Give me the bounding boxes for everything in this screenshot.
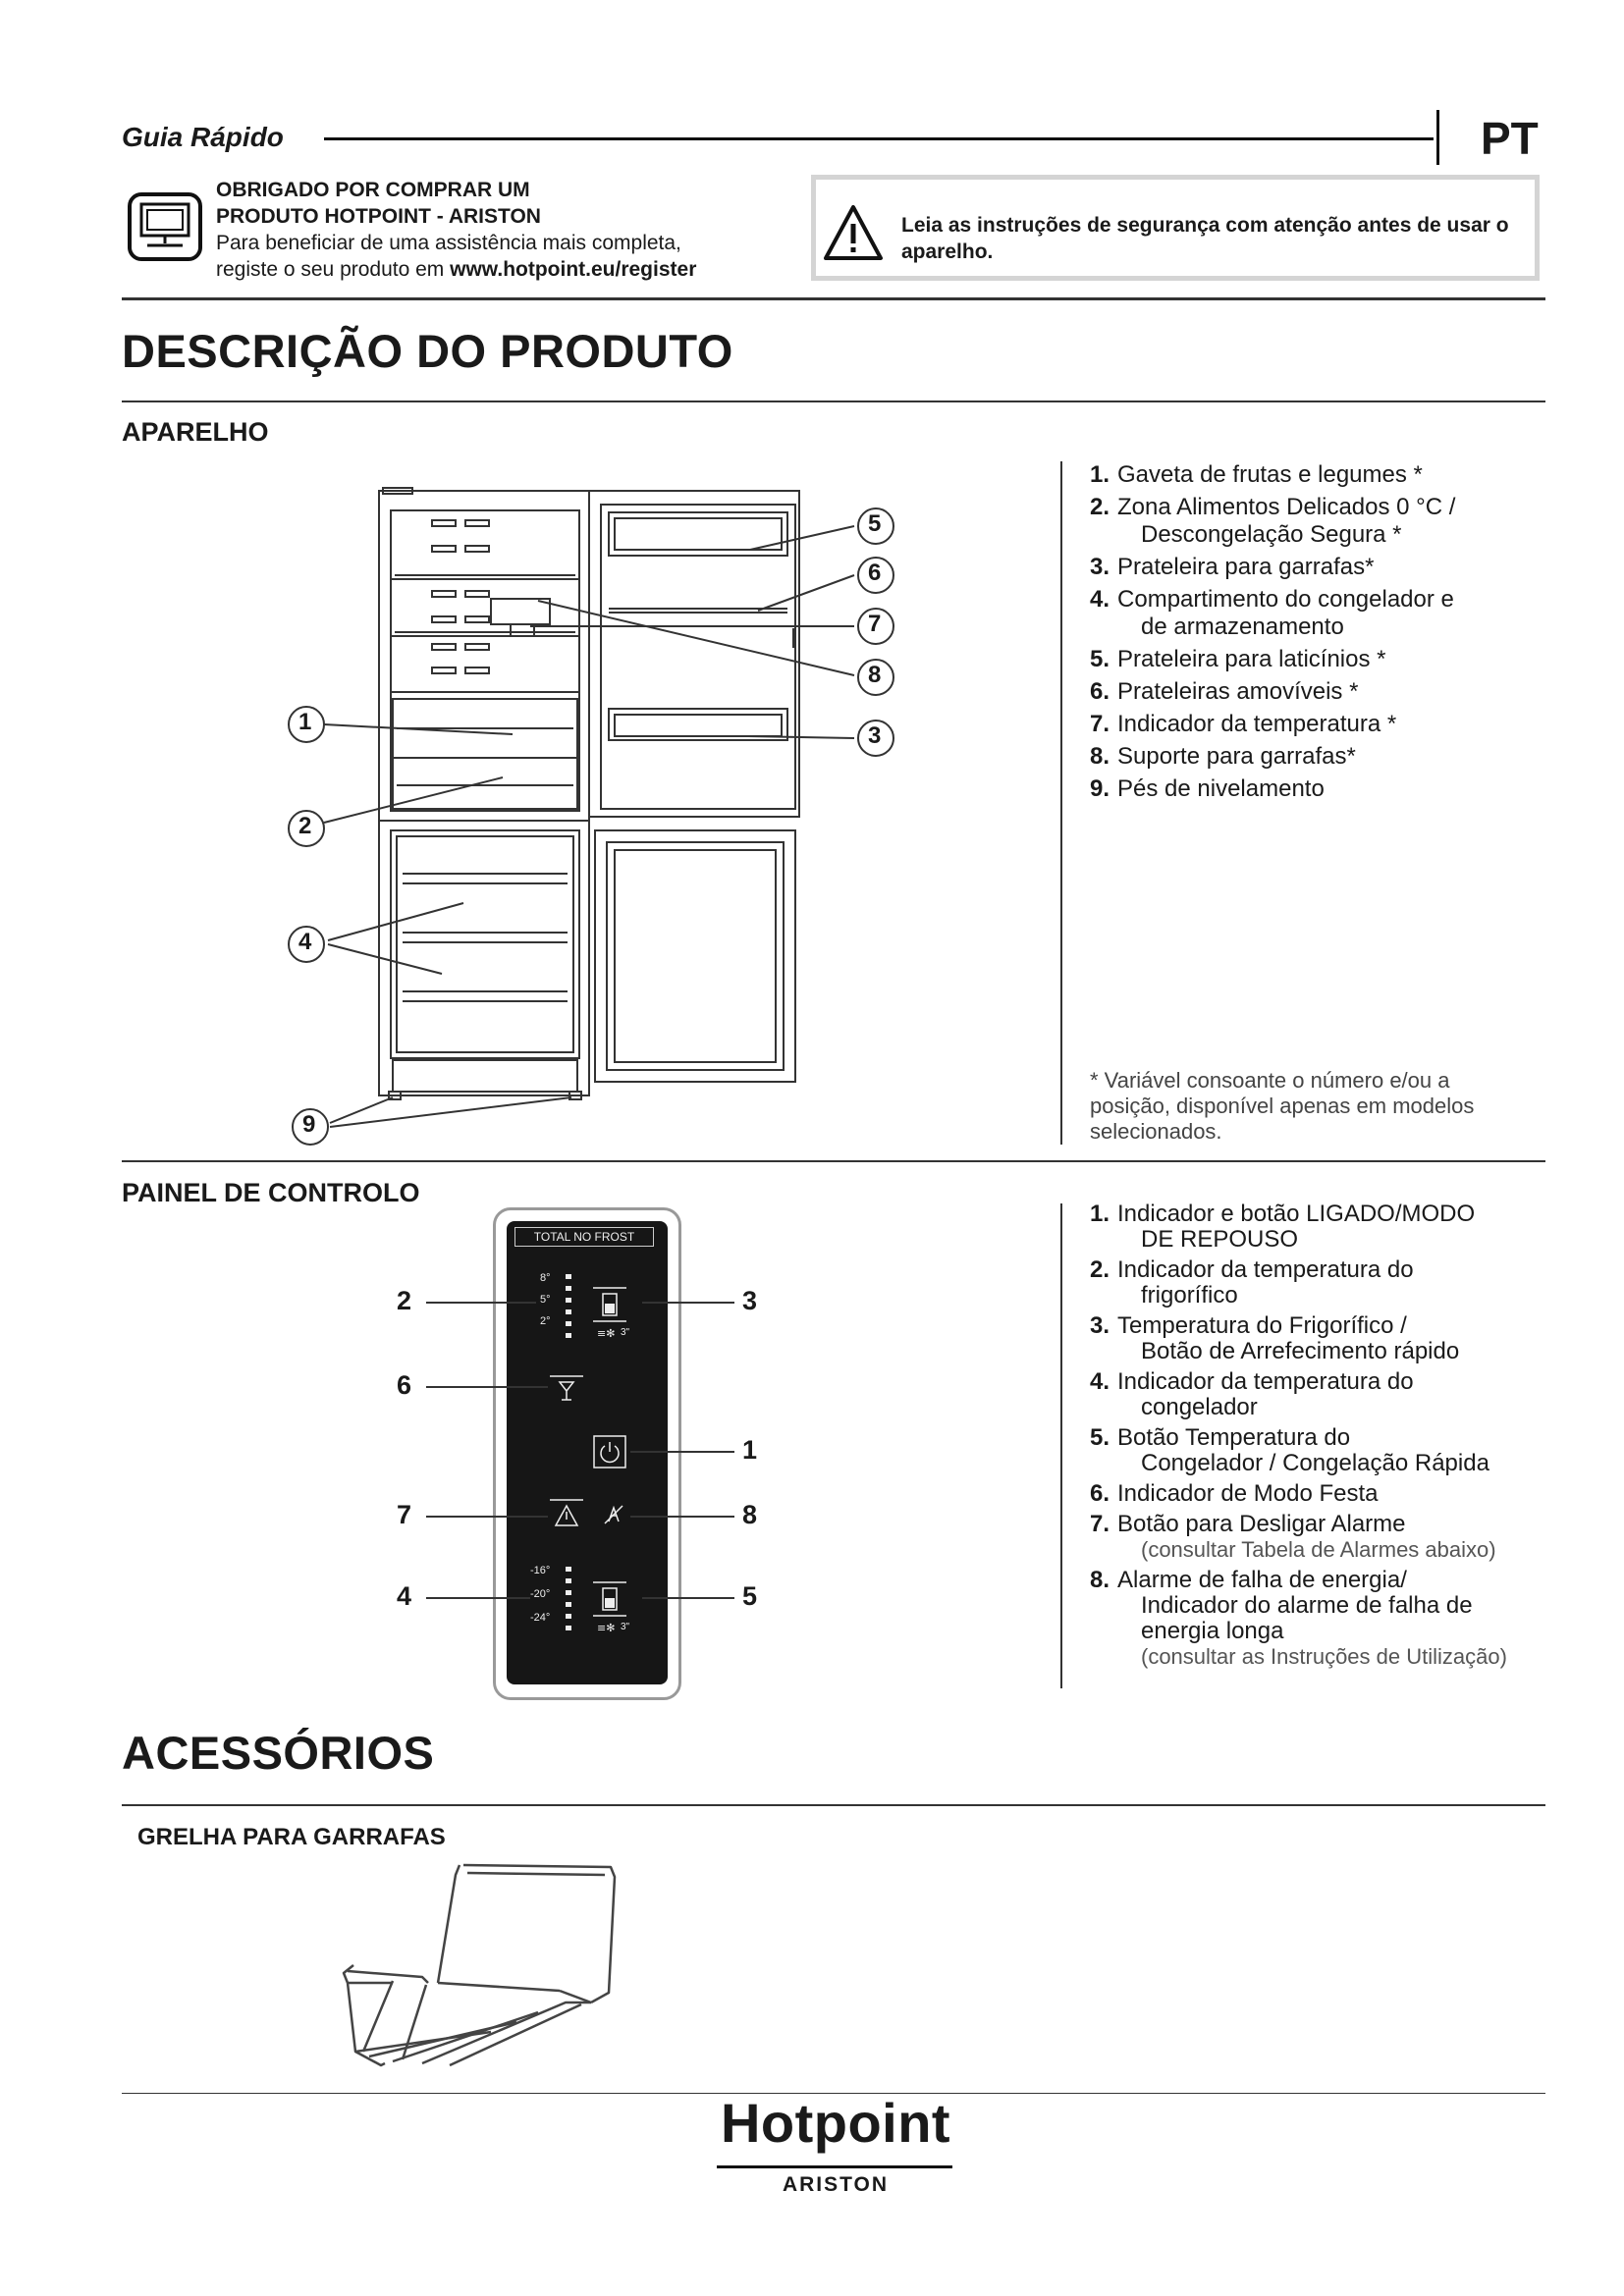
legend-item: 2. Indicador da temperatura do frigorífico [1090, 1256, 1414, 1308]
svg-text:≡✻: ≡✻ [597, 1622, 616, 1634]
svg-text:≡✻: ≡✻ [597, 1327, 616, 1340]
brand-logo: Hotpoint [720, 2092, 951, 2154]
section-rule [122, 1804, 1545, 1806]
freezer-temp-16: -16° [530, 1565, 551, 1576]
callout-3: 3 [868, 722, 882, 749]
header-rule [324, 137, 1434, 140]
legend-item: 7. Botão para Desligar Alarme (consultar Tabela de Alarmes abaixo) [1090, 1511, 1496, 1562]
section-rule [122, 297, 1545, 300]
fridge-diagram [265, 471, 913, 1148]
legend-item: 3. Temperatura do Frigorífico / Botão de Arrefecimento rápido [1090, 1312, 1460, 1364]
appliance-footnote: * Variável consoante o número e/ou a posição, disponível apenas em modelos selecionados. [1090, 1068, 1475, 1144]
legend-item: 4. Compartimento do congelador e de armazenamento [1090, 586, 1454, 640]
section-rule [122, 400, 1545, 402]
brand-sub: ARISTON [782, 2173, 890, 2196]
language-code: PT [1481, 113, 1539, 164]
panel-callout-6: 6 [397, 1370, 412, 1400]
warning-triangle-icon [823, 204, 884, 261]
callout-5: 5 [868, 510, 882, 537]
registration-link[interactable]: www.hotpoint.eu/register [450, 258, 697, 281]
legend-item: 1. Gaveta de frutas e legumes * [1090, 461, 1423, 488]
legend-item: 6. Prateleiras amovíveis * [1090, 678, 1359, 705]
callout-9: 9 [302, 1111, 316, 1138]
legend-item: 3. Prateleira para garrafas* [1090, 554, 1375, 580]
legend-divider [1060, 461, 1062, 1145]
callout-7: 7 [868, 611, 882, 637]
legend-item: 8. Alarme de falha de energia/ Indicador do alarme de falha de energia longa (consultar as Instruções de Utilização) [1090, 1567, 1507, 1669]
section-rule [122, 1160, 1545, 1162]
control-panel-legend [1090, 1201, 1561, 1675]
registration-heading-2: PRODUTO HOTPOINT - ARISTON [216, 205, 541, 228]
fridge-temp-2: 2° [540, 1315, 551, 1327]
legend-item: 2. Zona Alimentos Delicados 0 °C / Descongelação Segura * [1090, 494, 1456, 548]
legend-item: 7. Indicador da temperatura * [1090, 711, 1397, 737]
freezer-rapid-label: 3" [621, 1622, 630, 1632]
panel-callout-8: 8 [742, 1500, 758, 1529]
appliance-heading: APARELHO [122, 417, 269, 447]
registration-heading-1: OBRIGADO POR COMPRAR UM [216, 179, 530, 201]
legend-divider [1060, 1203, 1062, 1688]
panel-label: TOTAL NO FROST [514, 1227, 654, 1247]
brand-logo-bar [717, 2165, 952, 2168]
fridge-temp-5: 5° [540, 1294, 551, 1306]
control-panel-leaders [422, 1276, 736, 1629]
control-panel-heading: PAINEL DE CONTROLO [122, 1178, 420, 1207]
bottle-rack-heading: GRELHA PARA GARRAFAS [137, 1824, 446, 1850]
panel-callout-3: 3 [742, 1286, 758, 1315]
guide-title: Guia Rápido [122, 122, 284, 152]
fridge-temp-8: 8° [540, 1272, 551, 1284]
safety-warning-text: Leia as instruções de segurança com atenção antes de usar o aparelho. [901, 214, 1509, 263]
panel-callout-2: 2 [397, 1286, 412, 1315]
appliance-legend [1090, 461, 1542, 808]
panel-callout-7: 7 [397, 1500, 412, 1529]
panel-callout-4: 4 [397, 1581, 412, 1611]
registration-text [216, 177, 696, 283]
legend-item: 1. Indicador e botão LIGADO/MODO DE REPOUSO [1090, 1201, 1476, 1253]
freezer-temp-20: -20° [530, 1588, 551, 1600]
bottle-rack-illustration [334, 1855, 628, 2081]
registration-prefix: registe o seu produto em [216, 258, 451, 281]
panel-callout-1: 1 [742, 1435, 758, 1465]
callout-4: 4 [298, 929, 312, 955]
legend-item: 8. Suporte para garrafas* [1090, 743, 1356, 770]
legend-item: 6. Indicador de Modo Festa [1090, 1480, 1379, 1507]
product-description-heading: DESCRIÇÃO DO PRODUTO [122, 325, 733, 377]
fridge-rapid-label: 3" [621, 1327, 630, 1338]
legend-item: 5. Botão Temperatura do Congelador / Congelação Rápida [1090, 1424, 1489, 1476]
panel-callout-5: 5 [742, 1581, 758, 1611]
callout-6: 6 [868, 560, 882, 586]
header-divider [1436, 110, 1439, 165]
computer-monitor-icon [128, 192, 202, 261]
legend-item: 5. Prateleira para laticínios * [1090, 646, 1386, 672]
callout-8: 8 [868, 662, 882, 688]
accessories-heading: ACESSÓRIOS [122, 1727, 435, 1779]
freezer-temp-24: -24° [530, 1612, 551, 1624]
legend-item: 4. Indicador da temperatura do congelador [1090, 1368, 1414, 1420]
callout-2: 2 [298, 813, 312, 839]
callout-1: 1 [298, 709, 312, 735]
legend-item: 9. Pés de nivelamento [1090, 775, 1325, 802]
registration-body: Para beneficiar de uma assistência mais completa, [216, 232, 681, 254]
